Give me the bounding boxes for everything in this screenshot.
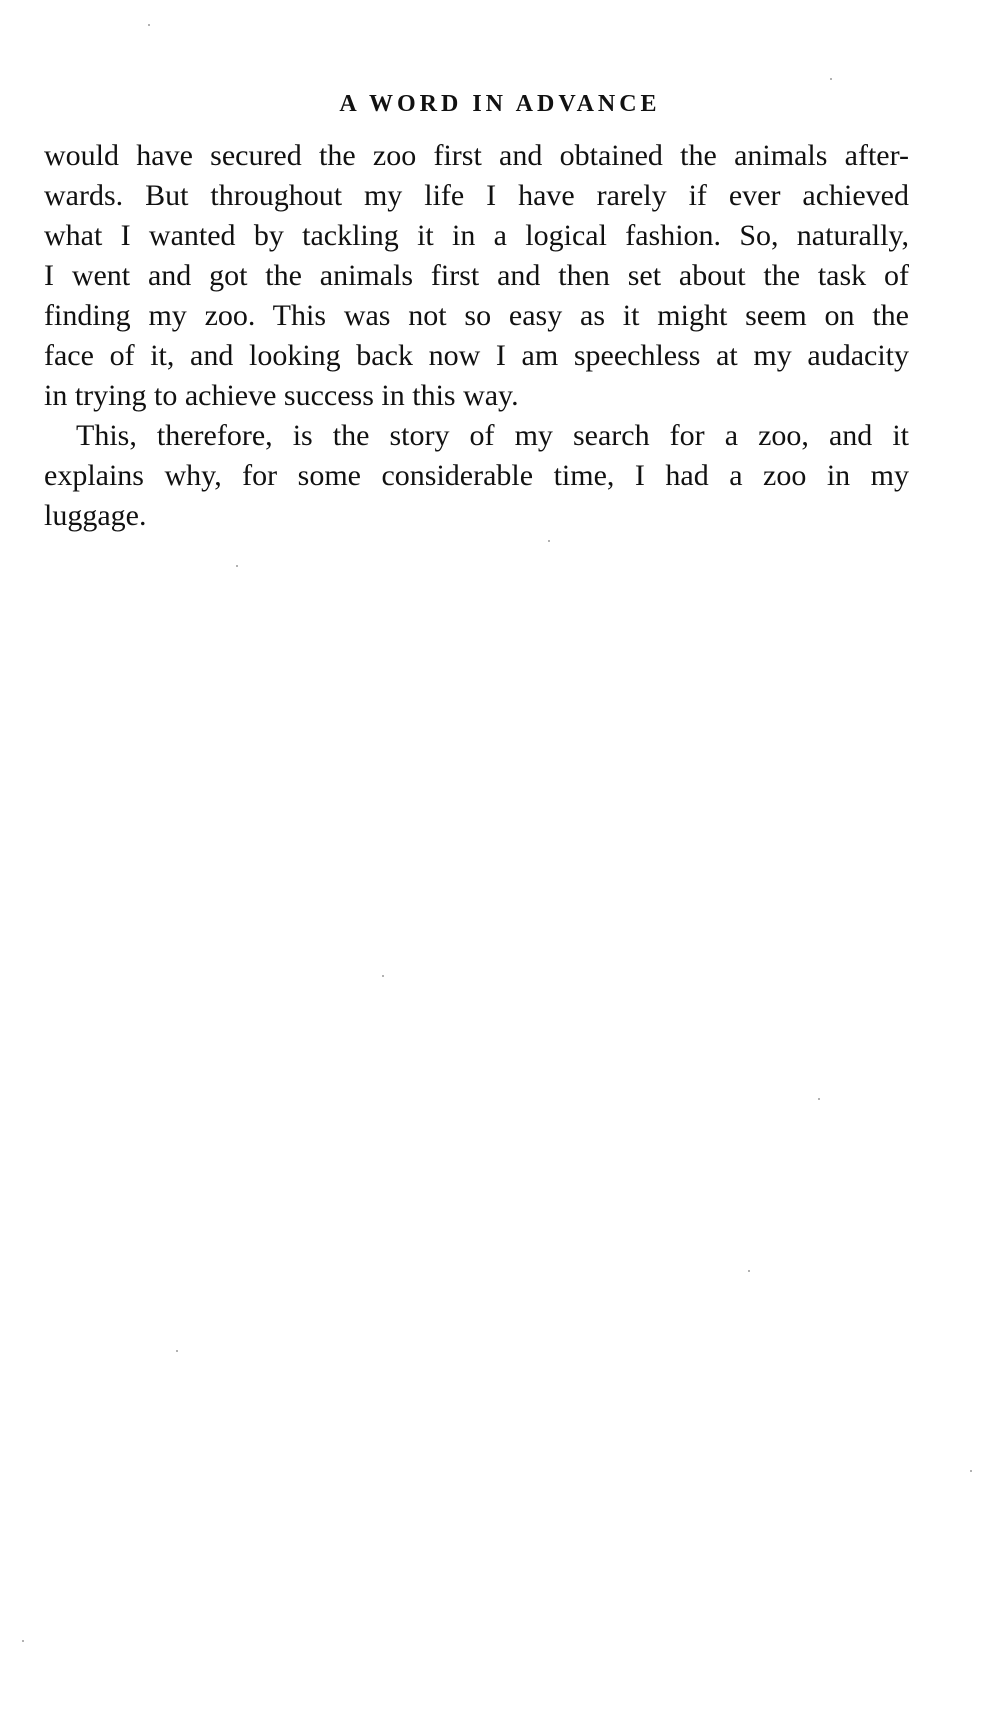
text-line: finding my zoo. This was not so easy as it might seem on the xyxy=(44,299,909,332)
scan-speck xyxy=(176,1350,178,1352)
scan-speck xyxy=(548,540,550,542)
scan-speck xyxy=(148,24,150,26)
text-line: explains why, for some considerable time, I had a zoo in my xyxy=(44,459,909,492)
text-line: what I wanted by tackling it in a logical fashion. So, naturally, xyxy=(44,219,909,252)
paragraph-2 xyxy=(44,416,909,536)
scan-speck xyxy=(830,78,832,80)
scan-speck xyxy=(382,975,384,977)
paragraph-1 xyxy=(44,136,909,416)
body-text xyxy=(44,136,909,536)
text-line: wards. But throughout my life I have rarely if ever achieved xyxy=(44,179,909,212)
text-line: would have secured the zoo first and obtained the animals after- xyxy=(44,139,909,172)
text-line: luggage. xyxy=(44,499,147,532)
scan-speck xyxy=(748,1270,750,1272)
text-line: in trying to achieve success in this way. xyxy=(44,379,519,412)
text-line: This, therefore, is the story of my search for a zoo, and it xyxy=(76,419,909,452)
scan-speck xyxy=(22,1640,24,1642)
scan-speck xyxy=(970,1470,972,1472)
text-line: face of it, and looking back now I am speechless at my audacity xyxy=(44,339,909,372)
scan-speck xyxy=(818,1098,820,1100)
scan-speck xyxy=(236,565,238,567)
text-line: I went and got the animals first and then set about the task of xyxy=(44,259,909,292)
running-head: A WORD IN ADVANCE xyxy=(339,91,661,117)
